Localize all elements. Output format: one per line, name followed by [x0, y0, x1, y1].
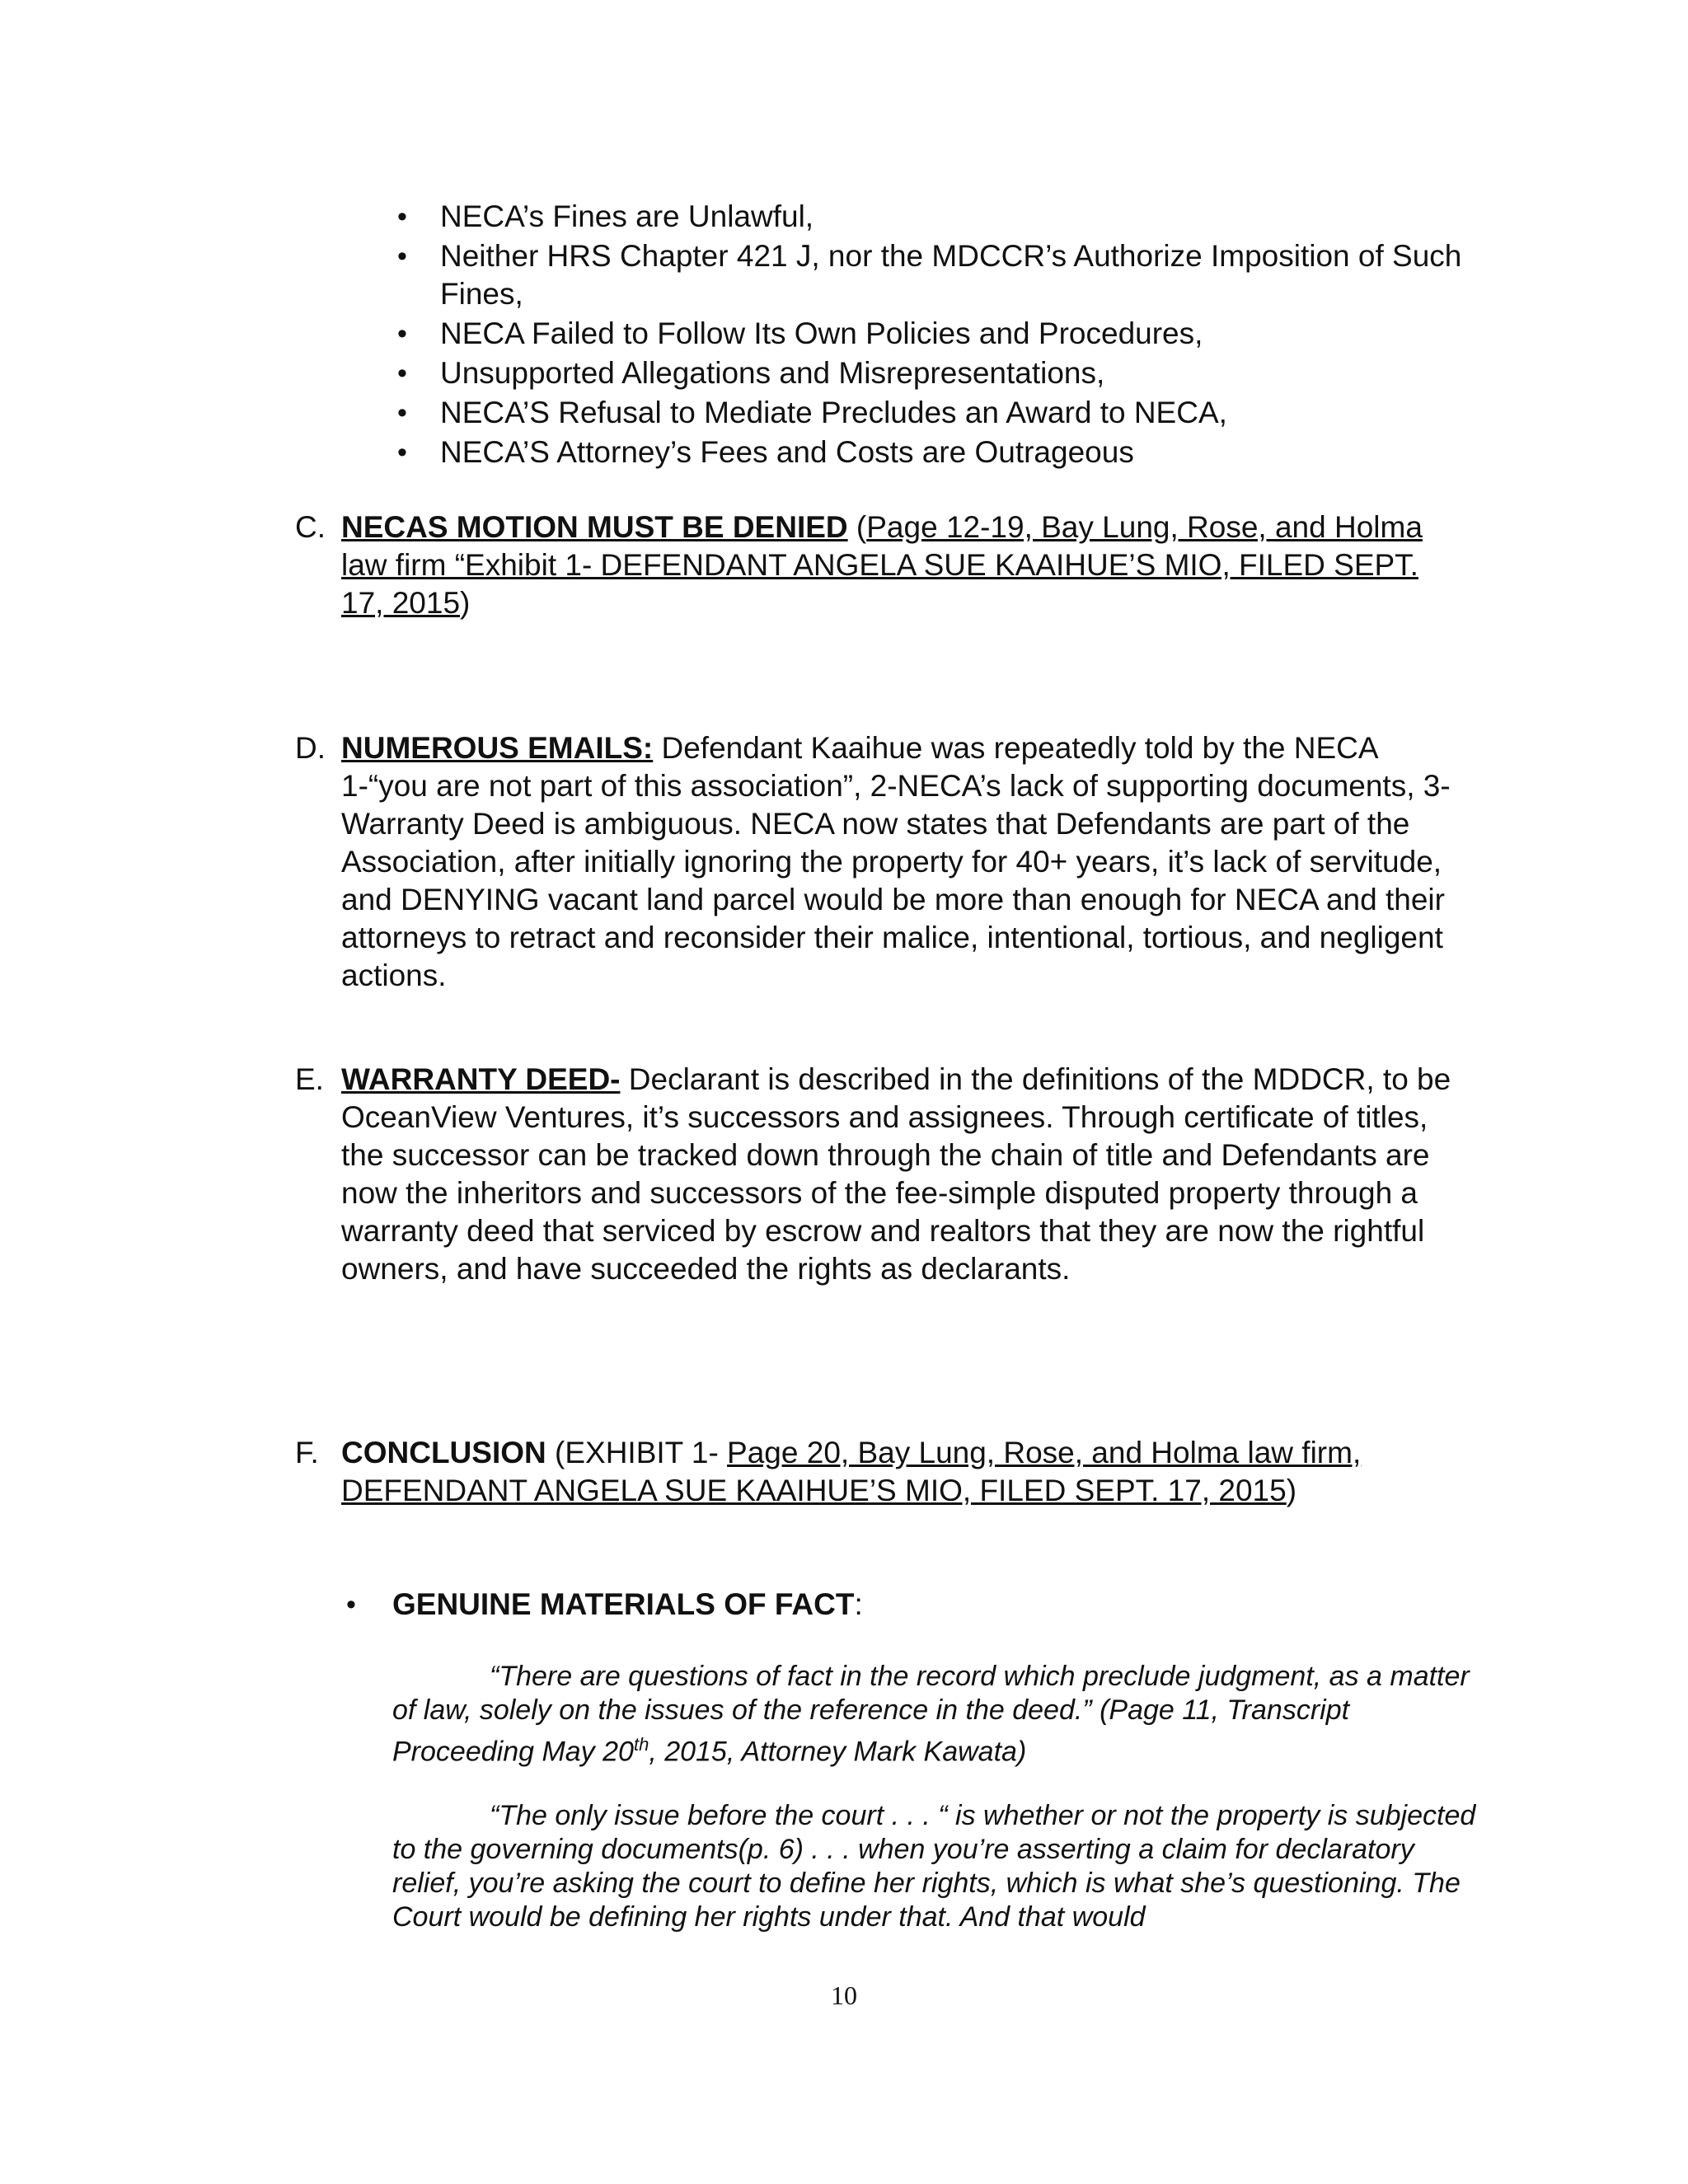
bullet-item: • NECA’s Fines are Unlawful, — [381, 198, 1477, 236]
quote-text: “There are questions of fact in the record which preclude judgment, as a matter of law, solely on the issues of the reference in the deed.” (Page 11, Transcript Proceeding May 20 — [392, 1661, 1470, 1768]
paren-close: ) — [1286, 1474, 1297, 1507]
section-c — [295, 509, 1465, 622]
bullet-item: • NECA’S Refusal to Mediate Precludes an Award to NECA, — [381, 394, 1477, 432]
section-letter: D. — [295, 731, 326, 765]
ordinal-suffix: th — [633, 1734, 649, 1755]
objections-bullet-list — [381, 198, 1477, 473]
exhibit-reference: Page 12-19, Bay Lung, Rose, and Holma law firm “Exhibit 1- DEFENDANT ANGELA SUE KAAIHUE’S MIO, FILED SEPT. 17, 2015 — [341, 510, 1423, 620]
genuine-materials-bullet — [341, 1586, 1495, 1624]
exhibit-reference: Page 20, Bay Lung, Rose, and Holma law firm, DEFENDANT ANGELA SUE KAAIHUE’S MIO, FILED SEPT. 17, 2015 — [341, 1436, 1362, 1507]
bullet-dot: • — [346, 1589, 356, 1620]
quote-text: “The only issue before the court . . . “ is whether or not the property is subjected to the governing documents(p. 6) . . . when you’re asserting a claim for declaratory relief, you’re asking the court to define her rights, which is what she’s questioning. The Court would be defining her rights under that. And that would — [392, 1800, 1476, 1933]
section-letter: C. — [295, 510, 326, 544]
quote-governing-documents — [392, 1799, 1480, 1934]
bullet-item: • Neither HRS Chapter 421 J, nor the MDCCR’s Authorize Imposition of Such Fines, — [381, 237, 1477, 313]
section-body — [341, 729, 1465, 995]
paren-open: ( — [847, 510, 867, 544]
bullet-text — [392, 1586, 1495, 1624]
paren-close: ) — [460, 586, 471, 620]
bullet-item: • NECA’S Attorney’s Fees and Costs are Outrageous — [381, 434, 1477, 471]
section-letter: E. — [295, 1062, 324, 1096]
section-text: Defendant Kaaihue was repeatedly told by the NECA 1-“you are not part of this association”, 2-NECA’s lack of supporting documents, 3- Warranty Deed is ambiguous. NECA now states that Defendants are part of the Association, after initially ignoring the property for 40+ years, it’s lack of servitude, and DENYING vacant land parcel would be more than enough for NECA and their attorneys to retract and reconsider their malice, intentional, tortious, and negligent actions. — [341, 731, 1451, 992]
section-body — [341, 509, 1465, 622]
section-text: Declarant is described in the definitions of the MDDCR, to be OceanView Ventures, it’s successors and assignees. Through certificate of titles, the successor can be tracked down through the chain of title and Defendants are now the inheritors and successors of the fee-simple disputed property through a warranty deed that serviced by escrow and realtors that they are now the rightful owners, and have succeeded the rights as declarants. — [341, 1062, 1451, 1286]
page-number: 10 — [831, 1980, 857, 2010]
bullet-item: • NECA Failed to Follow Its Own Policies and Procedures, — [381, 315, 1477, 353]
section-heading: NECAS MOTION MUST BE DENIED — [341, 510, 848, 544]
section-letter: F. — [295, 1436, 319, 1469]
section-heading: WARRANTY DEED- — [341, 1062, 621, 1096]
quote-transcript-kawata — [392, 1660, 1480, 1769]
section-e — [295, 1061, 1465, 1288]
section-heading: NUMEROUS EMAILS: — [341, 731, 654, 765]
section-body — [341, 1061, 1465, 1288]
bullet-item: • Unsupported Allegations and Misrepresentations, — [381, 354, 1477, 392]
paren-open: (EXHIBIT 1- — [546, 1436, 728, 1469]
section-d — [295, 729, 1465, 995]
subheading-colon: : — [854, 1587, 863, 1621]
subheading: GENUINE MATERIALS OF FACT — [392, 1587, 855, 1621]
section-f — [295, 1434, 1465, 1510]
section-heading: CONCLUSION — [341, 1436, 546, 1469]
quote-citation: , 2015, Attorney Mark Kawata) — [649, 1736, 1027, 1768]
section-body — [341, 1434, 1465, 1510]
